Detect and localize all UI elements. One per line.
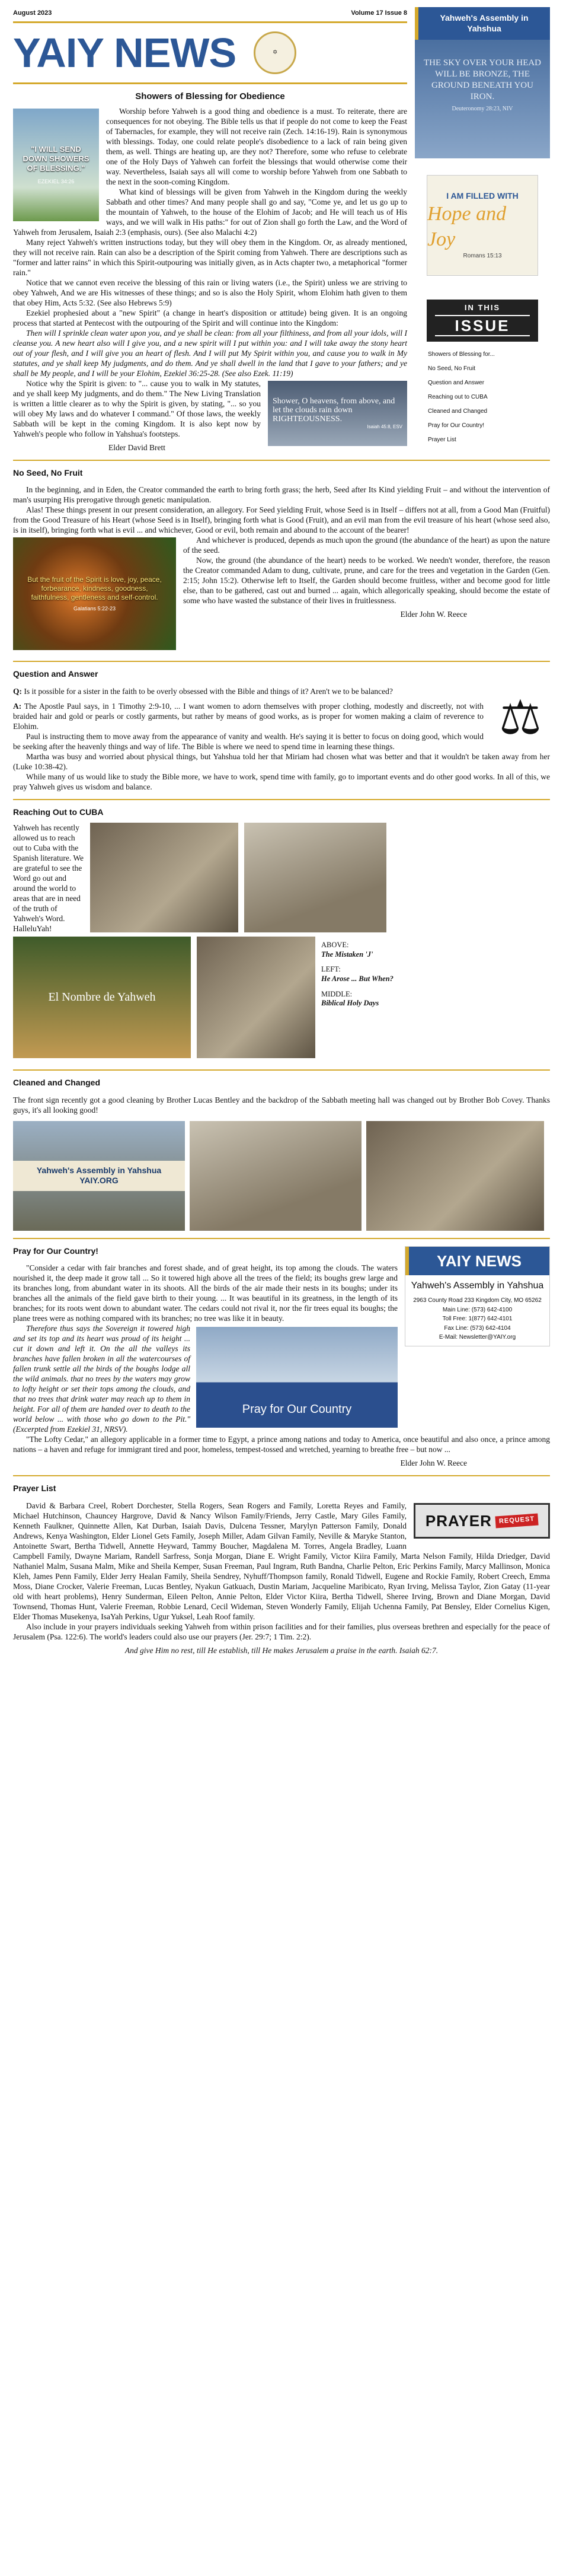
article-author: Elder John W. Reece (400, 610, 467, 619)
prayer-badge-stamp: REQUEST (495, 1513, 538, 1528)
backdrop-photo (366, 1121, 544, 1231)
article-paragraph: Now, the ground (the abundance of the heart) needs to be worked. We needn't wonder, therefore, the reason the Creator commanded Adam to dung, cultivate, prune, and care for the trees and vegetation in the Garden (Gen. 2:15; John 15:2). Otherwise left to Itself, the Garden should become fruitless, wither and become good for little else, than to be gathered, cast out and burned ... again, which allegorically speaking, should become the estate of some who have wasted the substance of their lives in fruitlessness. (183, 556, 550, 606)
article-prayer-list (13, 1483, 550, 1655)
article-paragraph: Many reject Yahweh's written instructions today, but they will obey them in the Kingdom. Or, as already mentioned, they will not receive rain. Rain can also be a description of the Spirit coming from Yahweh. There are descriptions such as "former and latter rains" in which this Spirit-outpouring was initially given, as in Acts chapter two, a metaphorical "former rain." (13, 237, 407, 277)
question (13, 686, 550, 696)
showers-image-text: "I WILL SEND DOWN SHOWERS OF BLESSING." (23, 144, 89, 173)
masthead-title: YAIY NEWS (13, 29, 236, 76)
contents-item[interactable]: Question and Answer (428, 380, 485, 387)
contact-box-body (405, 1275, 549, 1345)
contents-item[interactable]: Reaching out to CUBA (428, 394, 488, 401)
article-paragraph: "The Lofty Cedar," an allegory applicable in a former time to Egypt, a prince among nations and today to America, once beautiful and also once, a prince among nations – a haven and refuge for immigrant tired and poor, homeless, tempest-tossed and wretched, yearning to breathe free – but now ... (13, 1435, 550, 1454)
cleaned-photos (13, 1121, 550, 1231)
rain-clouds-image (268, 381, 407, 446)
photo-captions (321, 941, 398, 1008)
contents-item[interactable]: Cleaned and Changed (428, 408, 488, 415)
sign-text: Yahweh's Assembly in Yahshua YAIY.ORG (13, 1161, 185, 1191)
assembly-seal-logo: ✡ (254, 31, 296, 74)
section-divider (13, 661, 550, 662)
banner-text: Pray for Our Country (242, 1403, 352, 1416)
section-title: Prayer List (13, 1483, 56, 1494)
caption-middle-label: MIDDLE: (321, 989, 353, 998)
article-author: Elder David Brett (108, 442, 165, 452)
article-qa (13, 669, 550, 792)
article-paragraph: Notice that we cannot even receive the blessing of this rain or living waters (i.e., the Spirit) unless we are striving to obey Yahweh, And we are His witnesses of these things; and so is also the Holy Spirit, whom Elohim hath given to them that obey Him, Acts 5:32. (See also Hebrews 5:9) (13, 278, 407, 307)
article-showers (13, 91, 407, 453)
cuba-books-photo-3 (197, 937, 315, 1058)
sidebar-verse: THE SKY OVER YOUR HEAD WILL BE BRONZE, THE GROUND BENEATH YOU IRON. (423, 58, 542, 101)
answer (13, 701, 550, 731)
article-paragraph: "Consider a cedar with fair branches and forest shade, and of great height, its top among the clouds. The waters nourished it, the deep made it grow tall ... So it towered high above all the trees of the field; its boughs grew large and its branches long, from abundant water in its shoots. All the birds of the air made their nests in its boughs; under its branches all the animals of the field gave birth to their young. ... It was beautiful in its greatness, in the length of its branches; for its roots went down to abundant water. The cedars could not rival it, nor the fir trees equal its boughs; the plane trees were as nothing compared with its branches; no tree was like it in beauty. (13, 1263, 398, 1323)
article-paragraph: Worship before Yahweh is a good thing and obedience is a must. To reiterate, there are consequences for not obeying. The Bible tells us that if people do not come to keep the Feast of Tabernacles, for example, they will not receive rain (Zech. 14:16-19). Rain is synonymous with blessings. Today, one could relate people's disobedience to a lack of rain being given them, as well. Things are heating up, are they not? Therefore, some who refuse to celebrate one of the Holy Days of Yahweh can forfeit the blessings that would otherwise come their way. Nevertheless, Isaiah says all will come to worship before Yahweh from one Sabbath to the next in the soon-coming Kingdom. (106, 106, 407, 186)
section-title: No Seed, No Fruit (13, 467, 83, 477)
article-paragraph: Also include in your prayers individuals seeking Yahweh from within prison facilities and for their families, plus overseas brethren and especially for the peace of Jerusalem (Psa. 122:6). The world's leaders could also use our prayers (Jer. 29:7; 1 Tim. 2:2). (13, 1622, 550, 1641)
article-paragraph: Notice why the Spirit is given: to "... cause you to walk in My statutes, and ye shall keep My judgments, and do them." The New Living Translation is written a little clearer as to why the Spirit is given, by stating, "... so you will obey My laws and do whatever I command." Of those laws, the weekly Sabbath will be kept in the coming Kingdom. It is also kept now by Yahweh's people who follow in Yahshua's footsteps. (13, 378, 261, 438)
hope-word: Hope and Joy (427, 202, 507, 250)
issue-header (13, 9, 407, 18)
rain-image-text: Shower, O heavens, from above, and let the clouds rain down RIGHTEOUSNESS. (273, 396, 395, 424)
article-paragraph: David & Barbara Creel, Robert Dorchester, Stella Rogers, Sean Rogers and Family, Loretta Reyes and Family, Michael Hutchinson, Chauncey Hargrove, David & Nancy Wilson Family/Friends, Jerry Castle, Mary Giles Family, Kenneth Faulkner, Quinnette Allen, Kat Durban, Isaiah Davis, Dulcena Tessner, Marylyn Patterson Family, Donald Andrews, Kenya Washington, Elder Lionel Gets Family, Joseph Miller, Adam Gilvan Family, Neville & Maryke Stanton, Antoinette Swart, Bertha Tidwell, Annette Heyward, Tammy Boucher, Magdalena M. Torres, Angela Bradley, Luann Campbell Family, Dwayne Mariam, Randell Sarfress, Sonja Morgan, Diane E. Wright Family, Victor Kiira Family, Marta Nelson Family, Hilda Driedger, David Nathaniel Malm, Susana Malm, Mike and Sheila Kemper, Susan Freeman, Paul Ingram, Ruth Bandna, Charlie Pelton, Eric Perkins Family, Marcy Mallinson, Monica Kleh, James Penn Family, Elder Jerry Healan Family, Sheila Sendrey, Nyhuff/Thompson family, Ronald Tidwell, Eugene and Rockie Family, Robert Creech, Emma Moss, Diane Crocker, Valerie Freeman, Lucas Bentley, Nyakun Gatkuach, Dustin Mariam, Jacqueline Maribicato, Ryan Irving, Melissa Taylor, Zion Gatay (11-year old with heart problems), Henry Sunderman, Eileen Pelton, Annie Pelton, Elder Victor Kiira, Bertha Tidwell, Sheree Irving, Brown and Diane Morgan, David Townsend, Thomas Hunt, Valerie Freeman, Robbie Lenard, Cecil Wideman, Steven Wonderly Family, Elijah Uchenna Family, Pat Bensley, Elder Cornelius Kigen, Elder Thomas Musekenya, IsaYah Perkins, Ugur Yuksel, Leah Roof family. (13, 1501, 550, 1621)
prayer-badge-word: PRAYER (425, 1511, 492, 1530)
article-paragraph: And whichever is produced, depends as much upon the ground (the abundance of the heart) as upon the nature of the seed. (183, 536, 550, 555)
contact-email: E-Mail: Newsletter@YAIY.org (439, 1334, 516, 1341)
contents-item[interactable]: No Seed, No Fruit (428, 365, 476, 372)
fruit-image-ref: Galatians 5:22-23 (73, 606, 116, 612)
cuba-books-photo-2 (244, 823, 386, 932)
masthead (13, 23, 407, 82)
caption-above-label: ABOVE: (321, 941, 349, 949)
book-title: El Nombre de Yahweh (48, 990, 156, 1004)
section-title: Pray for Our Country! (13, 1246, 98, 1256)
sign-photo-2 (190, 1121, 362, 1231)
section-divider (13, 799, 550, 800)
issue-banner-b: ISSUE (435, 315, 530, 337)
contents-item[interactable]: Prayer List (428, 437, 456, 444)
issue-banner-a: IN THIS (464, 303, 501, 313)
section-divider (13, 460, 550, 461)
contact-fax: Fax Line: (573) 642-4104 (444, 1324, 511, 1332)
hope-and-joy-image (427, 175, 538, 276)
section-title: Cleaned and Changed (13, 1078, 101, 1087)
article-paragraph: Therefore thus says the Sovereign it towered high and set its top and its heart was proud of its height ... cut it down and left it. On the all the valleys its branches have fallen broken in all the watercourses of fallen trunk settle all the birds of the boughs lodge all the wild animals. that no trees by the waters may grow to lofty height or set their tops among the clouds, and that no trees that drink water may reach up to them in height. For all of them are handed over to death to the world below ... with those who go down to the Pit." (Excerpted from Ezekiel 31, NRSV). (13, 1324, 190, 1434)
caption-middle-title: Biblical Holy Days (321, 999, 379, 1008)
sidebar (415, 7, 550, 447)
article-cleaned (13, 1078, 550, 1231)
section-title: Question and Answer (13, 669, 98, 679)
issue-contents-list (428, 348, 550, 447)
issue-volume: Volume 17 Issue 8 (351, 9, 407, 17)
scripture-quote: Then will I sprinkle clean water upon you, and ye shall be clean: from all your filthiness, and from all your idols, will I cleanse you. A new heart also will I give you, and a new spirit will I put within you: and I will take away the stony heart out of your flesh, and I will give you an heart of flesh. And I will put My Spirit within you, and cause you to walk in My statutes, and ye shall keep My judgments, and do them. And ye shall dwell in the land that I gave to your fathers; and ye shall be My people, and I will be your Elohim, Ezekiel 36:25-28. (See also Ezek. 11:19) (13, 328, 407, 378)
sidebar-title: Yahweh's Assembly in Yahshua (415, 7, 550, 40)
section-divider (13, 1069, 550, 1071)
showers-image (13, 109, 99, 221)
article-paragraph: While many of us would like to study the Bible more, we have to work, spend time with family, go to important events and do other good works. In all of this, we pray Yahweh gives us wisdom and balance. (13, 772, 550, 791)
article-cuba (13, 807, 550, 1062)
cuba-books-photo-1 (90, 823, 238, 932)
article-pray-country (13, 1246, 550, 1469)
article-paragraph: Paul is instructing them to move away from the appearance of vanity and wealth. He's saying it is better to focus on doing good, which would be seeking after the heavenly things and way of life. The Bible is where we need to spend time in learning these things. (13, 732, 484, 751)
scales-of-justice-icon: ⚖ (499, 692, 542, 744)
answer-label: A: (13, 702, 22, 711)
caption-left-label: LEFT: (321, 965, 341, 974)
article-paragraph: In the beginning, and in Eden, the Creator commanded the earth to bring forth grass; the herb, Seed after Its Kind yielding Fruit – and without the intervention of man's usurping His prerogative through genetic manipulation. (13, 485, 550, 505)
issue-date: August 2023 (13, 9, 52, 17)
masthead-rule (13, 82, 407, 84)
contact-main: Main Line: (573) 642-4100 (442, 1306, 513, 1313)
contact-address: 2963 County Road 233 Kingdom City, MO 65262 (413, 1297, 542, 1304)
article-paragraph: Alas! These things present in our present consideration, an allegory. For Seed yielding Fruit, whose Seed is in Itself – differs not at all, from a Good Man (Fruitful) from the Good Treasure of his Heart (whose Seed is in Itself), bringing forth what is Good (Fruit), and an evil man from the evil treasure of his heart (whose seed also, is in itself), bringing forth what is evil ... and whichever, Good or evil, both remain and abound to the account of the bearer! (13, 505, 550, 535)
article-no-seed (13, 468, 550, 654)
rain-image-ref: Isaiah 45:8, ESV (367, 424, 402, 429)
contact-box-title: YAIY NEWS (405, 1247, 549, 1276)
contact-box (405, 1246, 550, 1346)
article-paragraph: What kind of blessings will be given from Yahweh in the Kingdom during the weekly Sabbath and other times? And many people shall go and say, "Come ye, and let us go up to the mountain of Yahweh, to the house of the Elohim of Jacob; and He will teach us of His ways, and we will walk in His paths:" for out of Zion shall go forth the Law, and the Word of Yahweh from Jerusalem, Isaiah 2:3 (emphasis, ours). (See also Malachi 4:2) (13, 187, 407, 237)
article-paragraph: Ezekiel prophesied about a "new Spirit" (a change in heart's disposition or attitude) being given. It is an ongoing process that started at Pentecost with the outpouring of the Spirit and will continue into the Kingdom: (13, 308, 407, 327)
fruit-of-spirit-image (13, 537, 176, 650)
answer-text: The Apostle Paul says, in 1 Timothy 2:9-10, ... I want women to adorn themselves with proper clothing, modestly and discreetly, not with braided hair and gold or pearls or costly garments, but rather by means of good works, as is proper for women making a claim of reverence to Elohim. (13, 702, 484, 731)
in-this-issue-banner (427, 300, 538, 342)
hope-top: I AM FILLED WITH (446, 191, 519, 201)
section-title: Reaching Out to CUBA (13, 807, 104, 817)
showers-image-ref: EZEKIEL 34:26 (37, 178, 75, 184)
section-divider (13, 1238, 550, 1239)
cuba-book-cover-photo (13, 937, 191, 1058)
hope-ref: Romans 15:13 (463, 252, 502, 259)
pray-for-country-banner (196, 1327, 398, 1428)
article-author: Elder John W. Reece (400, 1459, 467, 1468)
sign-photo-1 (13, 1121, 185, 1231)
sidebar-verse-image (415, 40, 550, 158)
section-divider (13, 1475, 550, 1476)
closing-scripture: And give Him no rest, till He establish, till He makes Jerusalem a praise in the earth. Isaiah 62:7. (124, 1645, 439, 1655)
article-title: Showers of Blessing for Obedience (135, 91, 285, 101)
contents-item[interactable]: Pray for Our Country! (428, 422, 485, 429)
caption-above-title: The Mistaken 'J' (321, 950, 373, 959)
question-text: Is it possible for a sister in the faith to be overly obsessed with the Bible and things of it? Aren't we to be balanced? (24, 687, 393, 696)
question-label: Q: (13, 687, 22, 696)
contents-item[interactable]: Showers of Blessing for... (428, 351, 495, 358)
sidebar-verse-ref: Deuteronomy 28:23, NIV (452, 106, 513, 113)
fruit-image-text: But the fruit of the Spirit is love, joy, peace, forbearance, kindness, goodness, faithfulness, gentleness and self-control. (27, 575, 162, 602)
prayer-request-badge (414, 1503, 550, 1539)
article-paragraph: Yahweh has recently allowed us to reach out to Cuba with the Spanish literature. We are grateful to see the Word go out and around the world to areas that are in need of the truth of Yahweh's Word. HalleluYah! (13, 823, 84, 933)
article-paragraph: Martha was busy and worried about physical things, but Yahshua told her that Miriam had chosen what was better and that it wouldn't be taken away from her (Luke 10:38-42). (13, 752, 550, 771)
article-paragraph: The front sign recently got a good cleaning by Brother Lucas Bentley and the backdrop of the Sabbath meeting hall was changed out by Brother Bob Covey. Thanks guys, it's all looking good! (13, 1095, 550, 1115)
contact-org: Yahweh's Assembly in Yahshua (411, 1281, 544, 1291)
caption-left-title: He Arose ... But When? (321, 974, 394, 983)
contact-toll: Toll Free: 1(877) 642-4101 (442, 1316, 513, 1323)
